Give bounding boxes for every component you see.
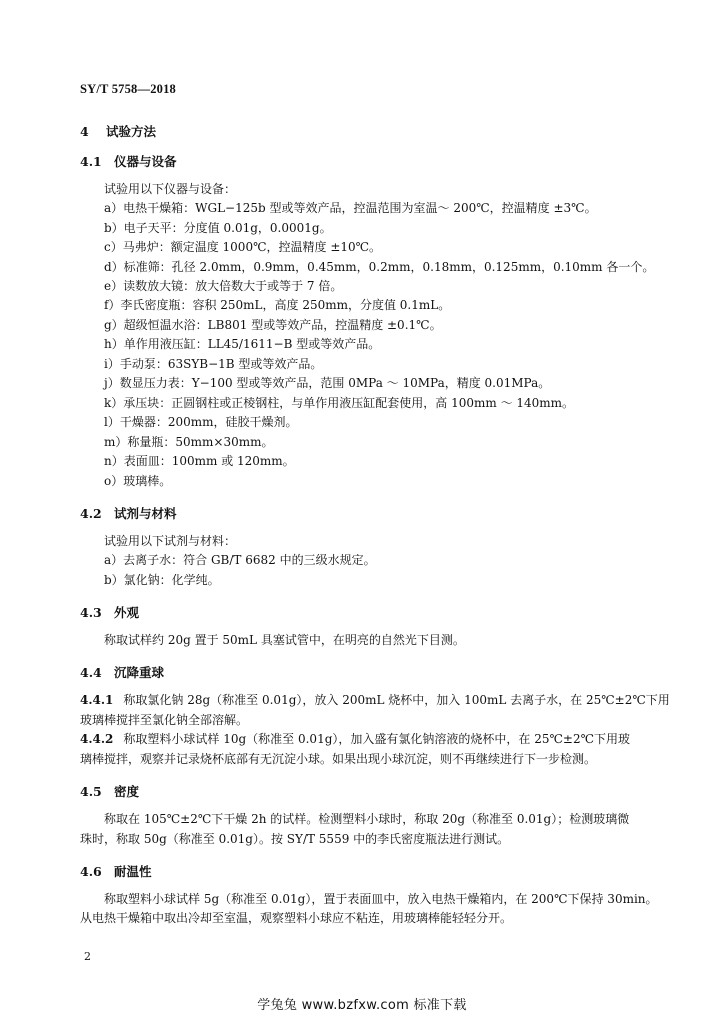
paragraph-4-4-2 xyxy=(80,732,630,746)
list-item: b）氯化钠：化学纯。 xyxy=(104,573,220,587)
paragraph-line: 称取塑料小球试样 10g（称准至 0.01g），加入盛有氯化钠溶液的烧杯中，在 25℃±2℃下用玻 xyxy=(123,732,631,746)
list-item: b）电子天平：分度值 0.01g，0.0001g。 xyxy=(104,221,332,235)
clause-number: 4.4.1 xyxy=(80,693,114,707)
list-item: d）标准筛：孔径 2.0mm，0.9mm，0.45mm，0.2mm，0.18mm，0.125mm，0.10mm 各一个。 xyxy=(104,260,655,274)
paragraph-line: 从电热干燥箱中取出冷却至室温，观察塑料小球应不粘连，用玻璃棒能轻轻分开。 xyxy=(80,911,513,925)
section-4-1-heading xyxy=(80,152,177,170)
section-title: 外观 xyxy=(114,605,140,620)
section-title: 沉降重球 xyxy=(114,665,165,680)
footer-watermark: 学兔兔 www.bzfxw.com 标准下载 xyxy=(257,998,467,1013)
section-title: 试剂与材料 xyxy=(114,506,177,521)
list-item: g）超级恒温水浴：LB801 型或等效产品，控温精度 ±0.1℃。 xyxy=(104,318,442,332)
list-item: f）李氏密度瓶：容积 250mL，高度 250mm，分度值 0.1mL。 xyxy=(104,298,451,312)
section-number: 4.1 xyxy=(80,154,102,169)
paragraph-line: 称取在 105℃±2℃下干燥 2h 的试样。检测塑料小球时，称取 20g（称准至 0.01g）；检测玻璃微 xyxy=(104,812,630,826)
list-item: j）数显压力表：Y−100 型或等效产品，范围 0MPa ～ 10MPa，精度 0.01MPa。 xyxy=(104,376,551,390)
section-number: 4.5 xyxy=(80,784,102,799)
document-code: SY/T 5758—2018 xyxy=(80,82,176,96)
section-4-1-intro: 试验用以下仪器与设备： xyxy=(104,182,237,196)
list-item: l）干燥器：200mm，硅胶干燥剂。 xyxy=(104,415,298,429)
section-4-3-text: 称取试样约 20g 置于 50mL 具塞试管中，在明亮的自然光下目测。 xyxy=(104,633,465,647)
list-item: i）手动泵：63SYB−1B 型或等效产品。 xyxy=(104,357,323,371)
list-item: a）电热干燥箱：WGL−125b 型或等效产品，控温范围为室温～ 200℃，控温精度 ±3℃。 xyxy=(104,201,597,215)
page-number: 2 xyxy=(84,950,91,963)
list-item: h）单作用液压缸：LL45/1611−B 型或等效产品。 xyxy=(104,337,381,351)
paragraph-line: 珠时，称取 50g（称准至 0.01g）。按 SY/T 5559 中的李氏密度瓶法进行测试。 xyxy=(80,832,510,846)
section-title: 仪器与设备 xyxy=(114,154,177,169)
clause-number: 4.4.2 xyxy=(80,732,114,746)
section-number: 4.3 xyxy=(80,605,102,620)
section-4-3-heading xyxy=(80,603,139,621)
section-4-heading xyxy=(80,122,156,140)
section-title: 试验方法 xyxy=(106,124,157,139)
section-number: 4.4 xyxy=(80,665,102,680)
list-item: c）马弗炉：额定温度 1000℃，控温精度 ±10℃。 xyxy=(104,240,382,254)
section-4-2-heading xyxy=(80,504,177,522)
section-title: 密度 xyxy=(114,784,140,799)
section-4-2-intro: 试验用以下试剂与材料： xyxy=(104,534,237,548)
list-item: k）承压块：正圆钢柱或正棱钢柱，与单作用液压缸配套使用，高 100mm ～ 140mm。 xyxy=(104,396,575,410)
paragraph-line: 玻璃棒搅拌至氯化钠全部溶解。 xyxy=(80,713,249,727)
section-4-6-heading xyxy=(80,862,152,880)
list-item: a）去离子水：符合 GB/T 6682 中的三级水规定。 xyxy=(104,553,376,567)
list-item: e）读数放大镜：放大倍数大于或等于 7 倍。 xyxy=(104,279,343,293)
section-4-5-heading xyxy=(80,782,139,800)
paragraph-line: 璃棒搅拌，观察并记录烧杯底部有无沉淀小球。如果出现小球沉淀，则不再继续进行下一步检测。 xyxy=(80,752,597,766)
section-number: 4.2 xyxy=(80,506,102,521)
section-4-4-heading xyxy=(80,663,164,681)
list-item: o）玻璃棒。 xyxy=(104,474,172,488)
section-title: 耐温性 xyxy=(114,864,152,879)
list-item: m）称量瓶：50mm×30mm。 xyxy=(104,435,274,449)
paragraph-line: 称取塑料小球试样 5g（称准至 0.01g），置于表面皿中，放入电热干燥箱内，在 200℃下保持 30min。 xyxy=(104,892,658,906)
paragraph-4-4-1 xyxy=(80,693,670,707)
list-item: n）表面皿：100mm 或 120mm。 xyxy=(104,454,295,468)
paragraph-line: 称取氯化钠 28g（称准至 0.01g），放入 200mL 烧杯中，加入 100mL 去离子水，在 25℃±2℃下用 xyxy=(123,693,670,707)
section-number: 4.6 xyxy=(80,864,102,879)
section-number: 4 xyxy=(80,124,89,139)
